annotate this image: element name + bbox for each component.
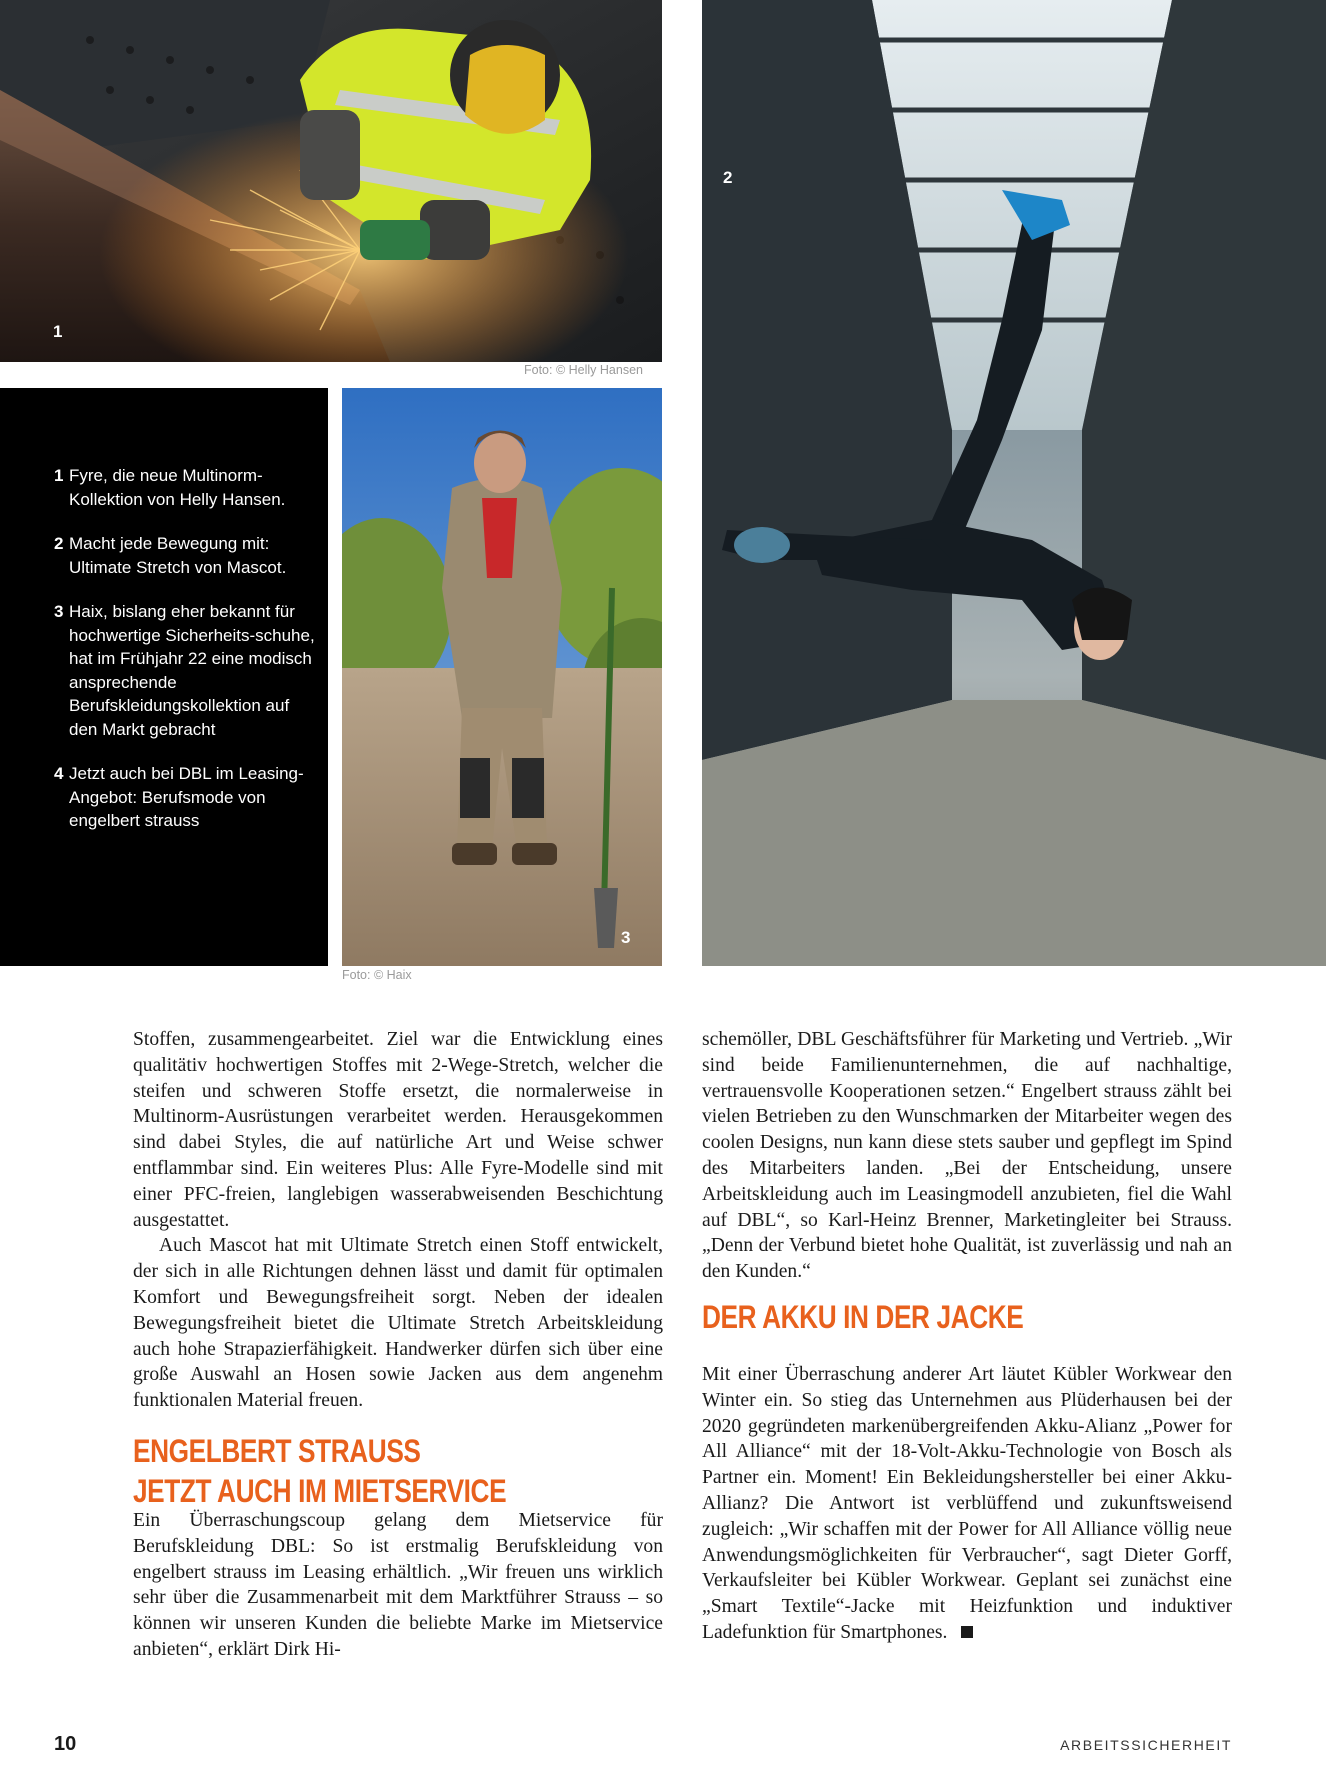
photo-credit-haix: Foto: © Haix xyxy=(342,968,412,982)
article-right-column xyxy=(702,1027,1232,1646)
page-number: 10 xyxy=(54,1733,77,1755)
article-paragraph: Stoffen, zusammengearbeitet. Ziel war die Entwicklung eines qualitätiv hochwertigen Stoffes mit 2-Wege-Stretch, welcher die steifen und schweren Stoffe ersetzt, die normalerweise in Multinorm-Ausrüstungen verarbeitet werden. Herausgekommen sind dabei Styles, die auf natürliche Art und Weise schwer entflammbar sind. Ein weiteres Plus: Alle Fyre-Modelle sind mit einer PFC-freien, langlebigen wasserabweisenden Beschichtung ausgestattet. xyxy=(133,1029,663,1231)
article-left-column xyxy=(133,1027,663,1663)
photo-number-1: 1 xyxy=(53,322,63,341)
caption-item: 3 Haix, bislang eher bekannt für hochwertige Sicherheits-schuhe, hat im Frühjahr 22 eine modisch ansprechende Berufskleidungskollektion auf den Markt gebracht xyxy=(54,602,315,739)
caption-list xyxy=(54,464,322,854)
photo-number-3: 3 xyxy=(621,928,631,947)
article-paragraph: Auch Mascot hat mit Ultimate Stretch einen Stoff entwickelt, der sich in alle Richtungen dehnen lässt und damit für optimalen Komfort und Bewegungsfreiheit sorgt. Neben der idealen Bewegungsfreiheit bietet die Ultimate Stretch Arbeitskleidung auch hohe Strapazierfähigkeit. Handwerker dürfen sich über eine große Auswahl an Hosen sowie Jacken aus dem angenehm funktionalen Material freuen. xyxy=(133,1235,663,1412)
dancer-image xyxy=(702,0,1326,966)
photo-dancer xyxy=(702,0,1326,966)
article-paragraph: schemöller, DBL Geschäftsführer für Marketing und Vertrieb. „Wir sind beide Familienunternehmen, die auf nachhaltige, vertrauensvolle Kooperationen setzen.“ Engelbert strauss zählt bei vielen Betrieben zu den Wunschmarken der Mitarbeiter wegen des coolen Designs, nun kann diese stets sauber und gepflegt im Spind des Mitarbeiters landen. „Bei der Entscheidung, unsere Arbeitskleidung auch im Leasingmodell anzubieten, fiel die Wahl auf DBL“, so Karl-Heinz Brenner, Marketingleiter bei Strauss. „Denn der Verbund bietet hohe Qualität, ist zuverlässig und nah an den Kunden.“ xyxy=(702,1029,1232,1283)
caption-item: 4 Jetzt auch bei DBL im Leasing-Angebot: Berufsmode von engelbert strauss xyxy=(54,764,304,830)
heading-line: ENGELBERT STRAUSS xyxy=(133,1432,421,1469)
caption-box xyxy=(0,388,328,966)
article-paragraph: Ein Überraschungscoup gelang dem Mietservice für Berufskleidung DBL: So ist erstmalig Berufskleidung von engelbert strauss im Leasing erhältlich. „Wir freuen uns wirklich sehr über die Zusammenarbeit mit dem Marktführer Strauss – so können wir unseren Kunden die beliebte Marke im Mietservice anbieten“, erklärt Dirk Hi- xyxy=(133,1509,663,1660)
section-heading-akku: DER AKKU IN DER JACKE xyxy=(702,1298,1024,1335)
end-mark xyxy=(961,1626,973,1638)
welder-image xyxy=(0,0,662,362)
caption-item: 1 Fyre, die neue Multinorm-Kollektion von Helly Hansen. xyxy=(54,466,286,509)
magazine-name: ARBEITSSICHERHEIT xyxy=(1060,1737,1232,1753)
caption-item: 2 Macht jede Bewegung mit: Ultimate Stretch von Mascot. xyxy=(54,534,287,577)
heading-line: JETZT AUCH IM MIETSERVICE xyxy=(133,1472,507,1509)
photo-welder xyxy=(0,0,662,362)
section-heading-strauss xyxy=(133,1431,663,1511)
photo-number-2: 2 xyxy=(723,168,733,187)
photo-worker-shovel xyxy=(342,388,662,966)
photo-credit-helly-hansen: Foto: © Helly Hansen xyxy=(524,363,643,377)
worker-image xyxy=(342,388,662,966)
article-paragraph: Mit einer Überraschung anderer Art läutet Kübler Workwear den Winter ein. So stieg das Unternehmen aus Plüderhausen bei der 2020 gegründeten markenübergreifenden Akku-Alianz „Power for All Alliance“ mit der 18-Volt-Akku-Technologie von Bosch als Partner ein. Moment! Ein Bekleidungshersteller bei einer Akku-Allianz? Die Antwort ist verblüffend und zukunftsweisend zugleich: „Wir schaffen mit der Power for All Alliance völlig neue Anwendungsmöglichkeiten für Verbraucher“, sagt Dieter Gorff, Verkaufsleiter bei Kübler Workwear. Geplant sei zunächst eine „Smart Textile“-Jacke mit Heizfunktion und induktiver Ladefunktion für Smartphones. xyxy=(702,1363,1232,1643)
